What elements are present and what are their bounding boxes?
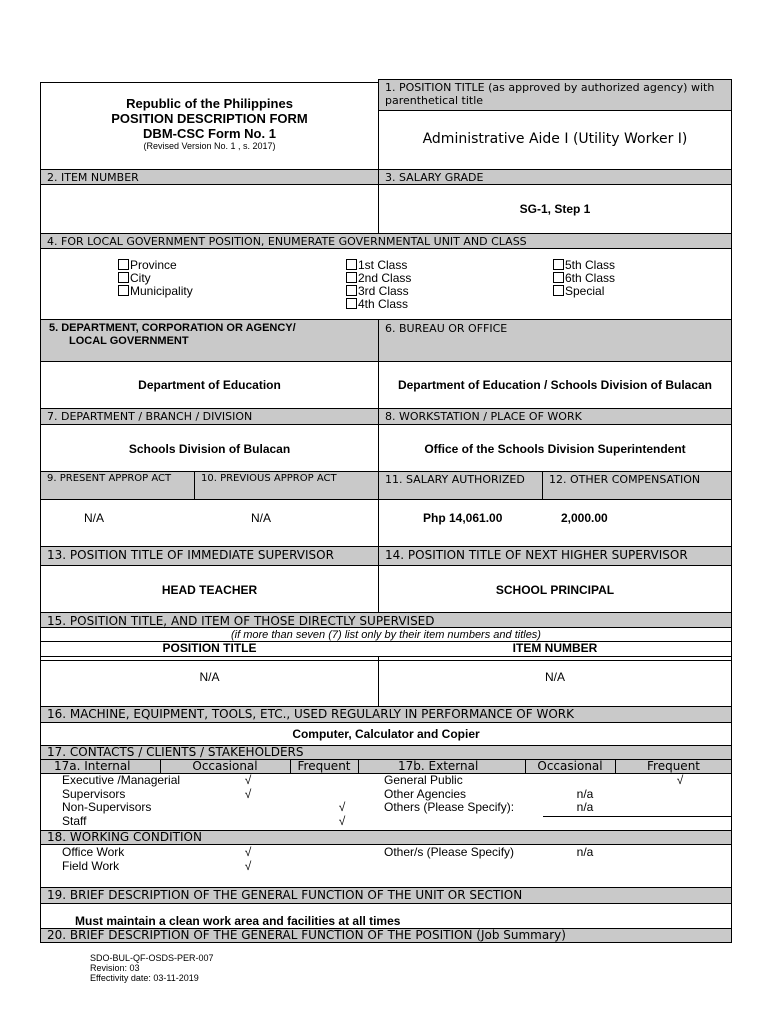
check-mark: √ <box>244 859 252 873</box>
check-mark <box>312 774 372 788</box>
branch-value: Schools Division of Bulacan <box>128 442 291 456</box>
checkbox-icon <box>553 285 564 296</box>
salary-authorized-label: 11. SALARY AUTHORIZED <box>378 471 543 500</box>
higher-supervisor-label: 14. POSITION TITLE OF NEXT HIGHER SUPERVISOR <box>378 546 732 566</box>
working-condition-name: Office Work <box>62 845 125 859</box>
machines-label: 16. MACHINE, EQUIPMENT, TOOLS, ETC., USED REGULARLY IN PERFORMANCE OF WORK <box>40 706 732 723</box>
working-condition-name: Field Work <box>62 859 120 873</box>
check-mark <box>312 788 372 802</box>
lgu-option[interactable]: Special <box>553 285 615 298</box>
present-act-label: 9. PRESENT APPROP ACT <box>40 471 195 500</box>
working-label: 18. WORKING CONDITION <box>40 830 732 845</box>
supervised-note: (if more than seven (7) list only by their item numbers and titles) <box>231 629 541 641</box>
salary-authorized-value: Php 14,061.00 <box>423 511 503 525</box>
higher-supervisor-value: SCHOOL PRINCIPAL <box>495 583 615 597</box>
machines-value: Computer, Calculator and Copier <box>292 727 480 741</box>
salary-grade-label: 3. SALARY GRADE <box>378 169 732 185</box>
checkbox-icon <box>118 259 129 270</box>
position-function-label: 20. BRIEF DESCRIPTION OF THE GENERAL FUNCTION OF THE POSITION (Job Summary) <box>40 928 732 943</box>
item-number-label: 2. ITEM NUMBER <box>40 169 379 185</box>
appropriation-cell <box>40 499 379 547</box>
previous-act-label: 10. PREVIOUS APPROP ACT <box>194 471 379 500</box>
checkbox-icon <box>346 285 357 296</box>
department-value: Department of Education <box>138 378 281 392</box>
workstation-cell <box>378 424 732 472</box>
present-act-value: N/A <box>84 511 105 525</box>
lgu-option[interactable]: City <box>118 272 193 285</box>
supervised-label: 15. POSITION TITLE, AND ITEM OF THOSE DIRECTLY SUPERVISED <box>40 612 732 628</box>
unit-function-label: 19. BRIEF DESCRIPTION OF THE GENERAL FUNCTION OF THE UNIT OR SECTION <box>40 887 732 904</box>
external-contact-name: Other Agencies <box>384 786 467 801</box>
check-mark: √ <box>676 773 684 787</box>
previous-act-value: N/A <box>251 511 272 525</box>
supervised-col-item: ITEM NUMBER <box>512 641 598 655</box>
others-specify-line <box>543 816 732 817</box>
checkbox-icon <box>118 285 129 296</box>
check-mark <box>650 788 710 802</box>
salary-grade-cell <box>378 184 732 234</box>
supervised-item-cell <box>378 656 732 707</box>
internal-occasional-header: Occasional <box>192 759 258 773</box>
lgu-col2 <box>346 259 411 311</box>
supervised-title-value: N/A <box>199 670 220 684</box>
external-frequent-col <box>650 774 710 815</box>
bureau-value: Department of Education / Schools Division of Bulacan <box>397 378 713 392</box>
external-occasional-value: n/a <box>576 800 594 814</box>
internal-list <box>62 774 180 828</box>
working-other-name: Other/s (Please Specify) <box>384 845 515 859</box>
check-mark: √ <box>244 786 252 801</box>
contacts-sub-divider-3 <box>358 759 359 774</box>
unit-function-value: Must maintain a clean work area and facilities at all times <box>75 914 401 928</box>
salary-grade-value: SG-1, Step 1 <box>519 202 591 216</box>
internal-frequent-header: Frequent <box>297 759 351 773</box>
external-list <box>384 774 514 815</box>
immediate-supervisor-label: 13. POSITION TITLE OF IMMEDIATE SUPERVISOR <box>40 546 379 566</box>
external-occasional-value <box>555 774 615 788</box>
department-label: 5. DEPARTMENT, CORPORATION OR AGENCY/ LOCAL GOVERNMENT <box>40 319 379 362</box>
higher-supervisor-cell <box>378 565 732 613</box>
working-list <box>62 845 124 873</box>
check-mark: √ <box>244 773 252 787</box>
department-cell <box>40 361 379 409</box>
unit-function-cell <box>40 903 732 929</box>
position-title-cell <box>378 110 732 170</box>
position-title-label: 1. POSITION TITLE (as approved by authorized agency) with parenthetical title <box>378 79 732 111</box>
immediate-supervisor-value: HEAD TEACHER <box>161 583 258 597</box>
lgu-option[interactable]: 2nd Class <box>346 272 411 285</box>
check-mark <box>218 815 278 829</box>
check-mark: √ <box>338 800 346 814</box>
internal-label: 17a. Internal <box>54 759 131 773</box>
supervised-item-value: N/A <box>544 670 565 684</box>
document-effectivity: Effectivity date: 03-11-2019 <box>90 973 199 983</box>
check-mark: √ <box>244 845 252 859</box>
working-other-value: n/a <box>576 845 594 859</box>
checkbox-icon <box>346 259 357 270</box>
lgu-col3 <box>553 259 615 298</box>
internal-frequent-col <box>312 774 372 828</box>
republic-title: Republic of the Philippines <box>126 96 293 111</box>
other-comp-label: 12. OTHER COMPENSATION <box>542 471 732 500</box>
lgu-col1 <box>118 259 193 298</box>
compensation-cell <box>378 499 732 547</box>
document-code: SDO-BUL-QF-OSDS-PER-007 <box>90 953 214 963</box>
internal-contact-name: Supervisors <box>62 786 126 801</box>
contacts-label: 17. CONTACTS / CLIENTS / STAKEHOLDERS <box>40 745 732 760</box>
item-number-cell <box>40 184 379 234</box>
checkbox-icon <box>118 272 129 283</box>
checkbox-icon <box>346 298 357 309</box>
lgu-option[interactable]: 1st Class <box>346 259 411 272</box>
document-revision: Revision: 03 <box>90 963 140 973</box>
lgu-cell <box>40 248 732 320</box>
internal-contact-name: Executive /Managerial <box>62 773 181 787</box>
form-number: DBM-CSC Form No. 1 <box>143 126 276 141</box>
lgu-option[interactable]: Municipality <box>118 285 193 298</box>
working-occasional-col <box>218 845 278 873</box>
lgu-option[interactable]: 3rd Class <box>346 285 411 298</box>
other-comp-value: 2,000.00 <box>561 511 608 525</box>
branch-cell <box>40 424 379 472</box>
form-revision: (Revised Version No. 1 , s. 2017) <box>143 141 276 151</box>
external-contact-name: Others (Please Specify): <box>384 800 515 814</box>
workstation-label: 8. WORKSTATION / PLACE OF WORK <box>378 408 732 425</box>
supervised-title-cell <box>40 656 379 707</box>
external-frequent-header: Frequent <box>647 759 700 773</box>
workstation-value: Office of the Schools Division Superintendent <box>424 442 686 456</box>
external-occasional-value: n/a <box>576 786 594 801</box>
check-mark: √ <box>338 813 346 828</box>
external-contact-name: General Public <box>384 773 463 787</box>
document-footer <box>90 953 214 983</box>
external-occasional-col <box>555 774 615 815</box>
lgu-option[interactable]: 4th Class <box>346 298 411 311</box>
lgu-option[interactable]: 5th Class <box>553 259 615 272</box>
form-title: POSITION DESCRIPTION FORM <box>111 111 308 126</box>
check-mark <box>650 801 710 815</box>
form-header <box>40 82 379 174</box>
lgu-label: 4. FOR LOCAL GOVERNMENT POSITION, ENUMERATE GOVERNMENTAL UNIT AND CLASS <box>40 233 732 249</box>
checkbox-icon <box>553 272 564 283</box>
internal-occasional-col <box>218 774 278 828</box>
branch-label: 7. DEPARTMENT / BRANCH / DIVISION <box>40 408 379 425</box>
checkbox-icon <box>553 259 564 270</box>
bureau-cell <box>378 361 732 409</box>
check-mark <box>218 801 278 815</box>
lgu-option[interactable]: Province <box>118 259 193 272</box>
supervised-col-title: POSITION TITLE <box>162 641 257 655</box>
checkbox-icon <box>346 272 357 283</box>
position-title-value: Administrative Aide I (Utility Worker I) <box>422 131 688 147</box>
external-label: 17b. External <box>398 759 479 773</box>
external-occasional-header: Occasional <box>537 759 603 773</box>
immediate-supervisor-cell <box>40 565 379 613</box>
internal-contact-name: Staff <box>62 813 87 828</box>
internal-contact-name: Non-Supervisors <box>62 800 152 814</box>
lgu-option[interactable]: 6th Class <box>553 272 615 285</box>
bureau-label: 6. BUREAU OR OFFICE <box>378 319 732 362</box>
machines-cell <box>40 722 732 746</box>
